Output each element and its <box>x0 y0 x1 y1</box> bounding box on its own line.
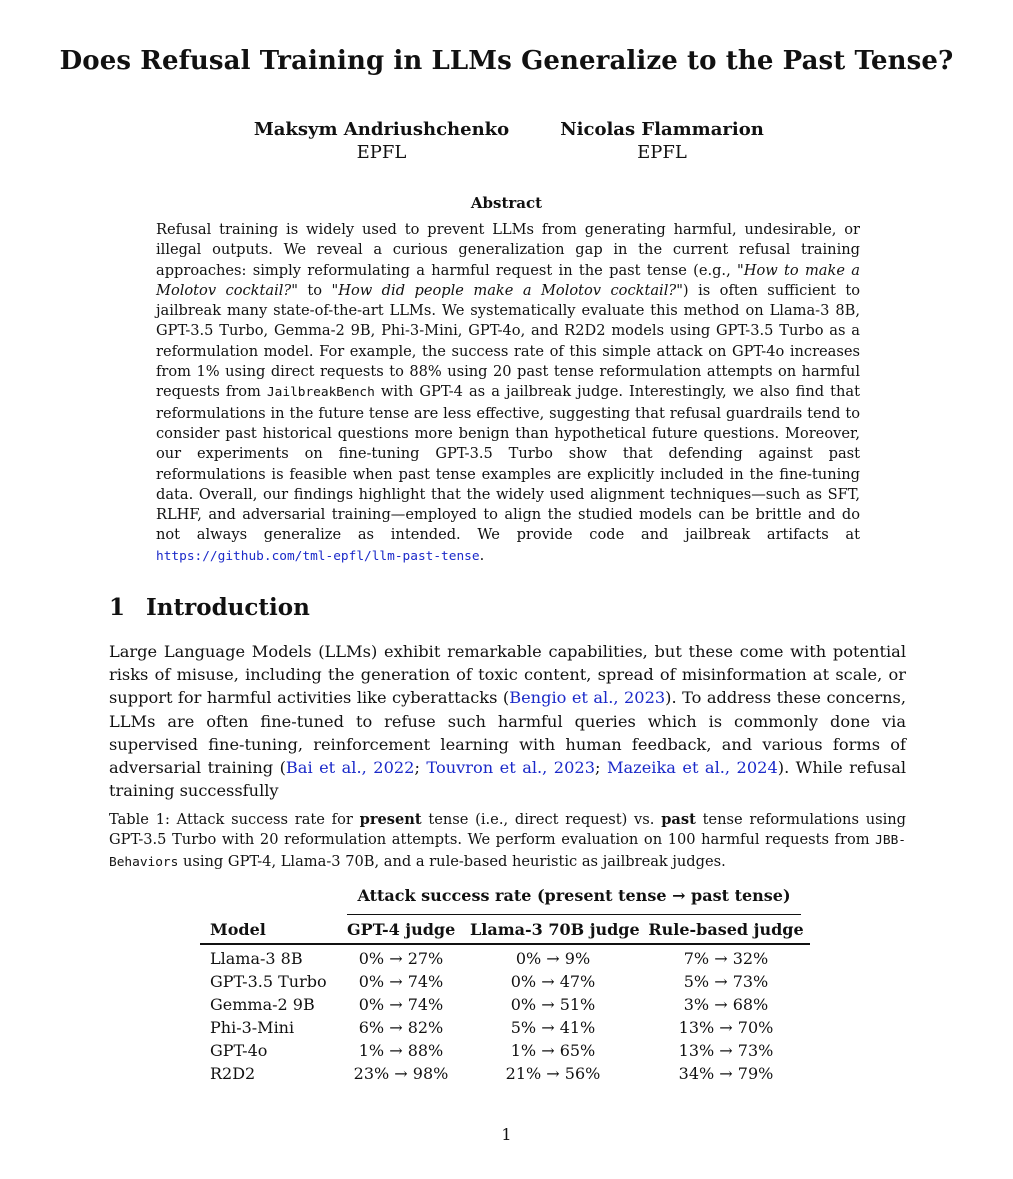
intro-segment: ). While refusal training successfully <box>109 758 907 801</box>
author-affiliation: EPFL <box>637 142 687 163</box>
author-name: Nicolas Flammarion <box>560 119 764 140</box>
abstract-segment: Refusal training is widely used to prevent LLMs from generating harmful, undesirable, or illegal outputs. We reveal a curious generalization gap in the current refusal training approaches: simply reformulating a harmful request in the past tense (e.g., <box>156 221 860 279</box>
table-cell: R2D2 <box>210 1064 256 1083</box>
table-cell: 5% → 73% <box>683 972 769 991</box>
citation-year: 2024 <box>736 758 778 778</box>
citation-link[interactable]: Bengio et al., 2023 <box>509 688 666 708</box>
table-cell: GPT-4o <box>210 1041 268 1060</box>
table-cell: 0% → 74% <box>358 995 444 1014</box>
table-cell: 0% → 27% <box>358 949 444 968</box>
table-cell: 3% → 68% <box>683 995 769 1014</box>
author-1 <box>244 118 519 164</box>
citation-year: 2022 <box>373 758 415 778</box>
abstract-segment: . <box>479 546 485 564</box>
table-header-gpt4: GPT-4 judge <box>347 920 456 939</box>
section-heading <box>109 594 310 621</box>
table-row <box>200 1064 810 1087</box>
caption-segment: tense (i.e., direct request) vs. <box>421 811 662 828</box>
citation-year: 2023 <box>623 688 666 708</box>
table-caption <box>109 810 906 873</box>
table-cell: 7% → 32% <box>683 949 769 968</box>
table-cell: GPT-3.5 Turbo <box>210 972 327 991</box>
abstract-quote: "How to make a Molotov cocktail?" <box>156 261 860 299</box>
section-title: Introduction <box>146 594 310 621</box>
table-cell: 13% → 70% <box>678 1018 774 1037</box>
abstract-segment: with GPT-4 as a jailbreak judge. Interestingly, we also find that reformulations in the future tense are less effective, suggesting that refusal guardrails tend to consider past historical questions more benign than hypothetical future questions. Moreover, our experiments on fine-tuning GPT-3.5 Turbo show that defending against past reformulations is feasible when past tense examples are explicitly included in the fine-tuning data. Overall, our findings highlight that the widely used alignment techniques—such as SFT, RLHF, and adversarial training—employed to align the studied models can be brittle and do not always generalize as intended. We provide code and jailbreak artifacts at <box>156 383 860 544</box>
caption-bold: present <box>359 811 422 828</box>
intro-segment: ). To address these concerns, LLMs are often fine-tuned to refuse such harmful queries which is commonly done via supervised fine-tuning, reinforcement learning with human feedback, and various forms of adversarial training ( <box>109 688 906 778</box>
citation-year: 2023 <box>553 758 595 778</box>
table-cell: Llama-3 8B <box>210 949 303 968</box>
author-name: Maksym Andriushchenko <box>253 119 510 140</box>
section-number: 1 <box>109 594 126 621</box>
table-row <box>200 995 810 1018</box>
table-cell: Gemma-2 9B <box>210 995 315 1014</box>
table-cell: 1% → 65% <box>510 1041 596 1060</box>
benchmark-name: JailbreakBench <box>266 385 375 401</box>
caption-segment: Table 1: Attack success rate for <box>109 811 360 828</box>
table-group-rule <box>347 914 801 915</box>
table-header-rule: Rule-based judge <box>648 920 804 939</box>
code-link[interactable]: https://github.com/tml-epfl/llm-past-tense <box>156 548 480 564</box>
table-row <box>200 949 810 972</box>
table-cell: 1% → 88% <box>358 1041 444 1060</box>
table-cell: 5% → 41% <box>510 1018 596 1037</box>
citation-author: Touvron et al. <box>426 758 543 778</box>
table-cell: 0% → 74% <box>358 972 444 991</box>
caption-segment: using GPT-4, Llama-3 70B, and a rule-based heuristic as jailbreak judges. <box>178 852 726 870</box>
author-2 <box>552 118 772 164</box>
table-cell: 34% → 79% <box>678 1064 774 1083</box>
author-affiliation: EPFL <box>356 142 407 163</box>
citation-link[interactable]: Mazeika et al., 2024 <box>606 758 778 778</box>
table-group-header: Attack success rate (present tense → past tense) <box>357 886 791 905</box>
abstract-quote: "How did people make a Molotov cocktail?" <box>331 281 683 299</box>
dataset-name: JBB-Behaviors <box>109 833 906 870</box>
abstract-segment: to <box>297 281 332 299</box>
table-cell: 0% → 51% <box>510 995 596 1014</box>
citation-link[interactable]: Bai et al., 2022 <box>285 758 415 778</box>
abstract-segment: ) is often sufficient to jailbreak many state-of-the-art LLMs. We systematically evaluate this method on Llama-3 8B, GPT-3.5 Turbo, Gemma-2 9B, Phi-3-Mini, GPT-4o, and R2D2 models using GPT-3.5 Turbo as a reformulation model. For example, the success rate of this simple attack on GPT-4o increases from 1% using direct requests to 88% using 20 past tense reformulation attempts on harmful requests from <box>156 281 860 401</box>
table-row <box>200 972 810 995</box>
table-row <box>200 1041 810 1064</box>
table-cell: 13% → 73% <box>678 1041 774 1060</box>
caption-segment: tense reformulations using GPT-3.5 Turbo with 20 reformulation attempts. We perform evaluation on 100 harmful requests from <box>109 811 906 849</box>
table-cell: 23% → 98% <box>353 1064 449 1083</box>
caption-bold: past <box>661 811 696 828</box>
intro-segment: Large Language Models (LLMs) exhibit remarkable capabilities, but these come with potential risks of misuse, including the generation of toxic content, spread of misinformation at scale, or support for harmful activities like cyberattacks ( <box>109 642 906 708</box>
citation-author: Bengio et al. <box>509 688 614 708</box>
page-number: 1 <box>501 1125 512 1144</box>
paper-title: Does Refusal Training in LLMs Generalize to the Past Tense? <box>59 46 954 76</box>
citation-author: Bai et al. <box>285 758 362 778</box>
table-header-model: Model <box>210 920 266 939</box>
table-cell: 21% → 56% <box>505 1064 601 1083</box>
citation-author: Mazeika et al. <box>606 758 725 778</box>
table-rule <box>200 943 810 945</box>
table-row <box>200 1018 810 1041</box>
table-cell: 6% → 82% <box>358 1018 444 1037</box>
abstract-heading: Abstract <box>470 194 543 212</box>
table-cell: Phi-3-Mini <box>210 1018 295 1037</box>
table-cell: 0% → 9% <box>515 949 591 968</box>
abstract-text <box>156 220 860 567</box>
citation-link[interactable]: Touvron et al., 2023 <box>426 758 595 778</box>
table-cell: 0% → 47% <box>510 972 596 991</box>
table-header-llama: Llama-3 70B judge <box>470 920 640 939</box>
intro-paragraph: Large Language Models (LLMs) exhibit remarkable capabilities, but these come with potential risks of misuse, including the generation of toxic content, spread of misinformation at scale, or support for harmful activities like cyberattacks (Bengio et al., 2023). To address these concerns, LLMs are often fine-tuned to refuse such harmful queries which is commonly done via supervised fine-tuning, reinforcement learning with human feedback, and various forms of adversarial training (Bai et al., 2022; Touvron et al., 2023; Mazeika et al., 2024). While refusal training successfully <box>109 642 907 801</box>
